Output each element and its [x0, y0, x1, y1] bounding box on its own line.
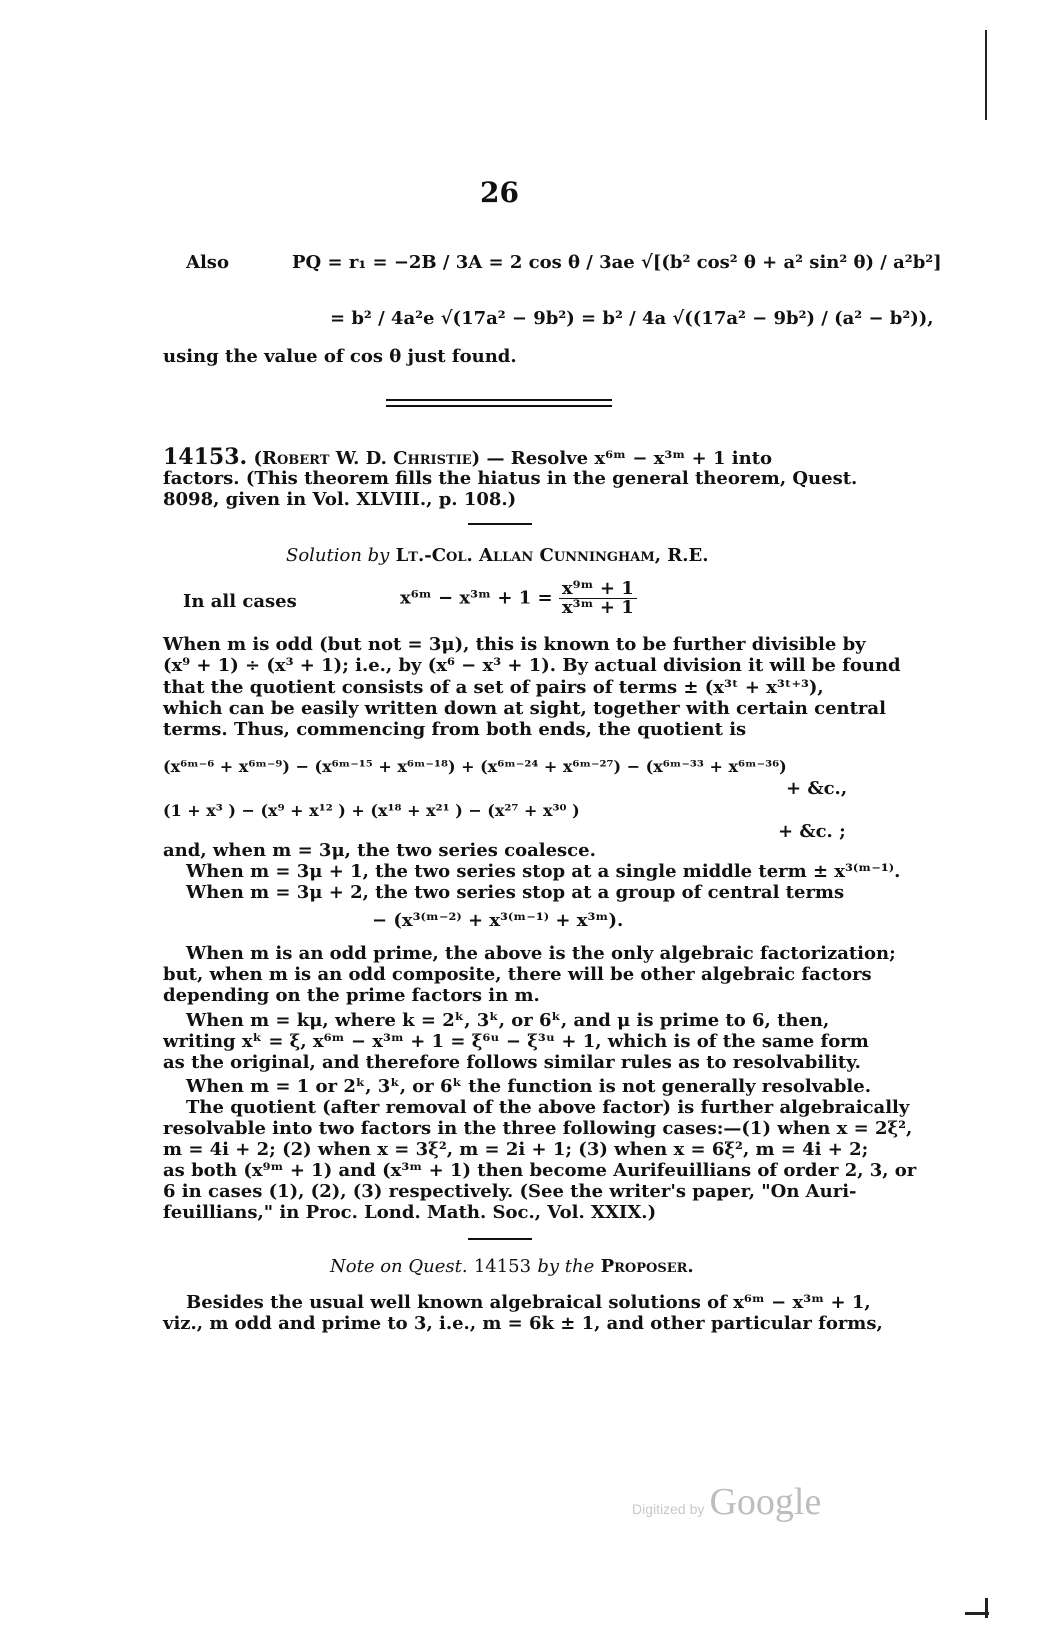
solution-p6-line-2: resolvable into two factors in the three following cases:—(1) when x = 2ξ², — [163, 1118, 913, 1139]
main-equation — [400, 580, 637, 617]
solution-p1-line-1: When m is odd (but not = 3μ), this is known to be further divisible by — [163, 634, 866, 655]
main-equation-denominator: x³ᵐ + 1 — [561, 597, 634, 618]
section-divider-top — [386, 399, 612, 401]
solution-p3-line-2: but, when m is an odd composite, there will be other algebraic factors — [163, 964, 872, 985]
note-heading-mid: by the — [537, 1256, 595, 1277]
section-divider-bottom — [386, 405, 612, 407]
page-number: 26 — [480, 176, 519, 209]
note-heading — [330, 1256, 694, 1278]
note-line-2: viz., m odd and prime to 3, i.e., m = 6k ± 1, and other particular forms, — [163, 1313, 883, 1334]
solution-p4-line-1: When m = kμ, where k = 2ᵏ, 3ᵏ, or 6ᵏ, and μ is prime to 6, then, — [186, 1010, 830, 1031]
question-proposer: (Robert W. D. Christie) — [253, 448, 481, 469]
solution-p5: When m = 1 or 2ᵏ, 3ᵏ, or 6ᵏ the function is not generally resolvable. — [186, 1076, 871, 1097]
solution-p3-line-3: depending on the prime factors in m. — [163, 985, 540, 1006]
main-equation-numerator: x⁹ᵐ + 1 — [559, 580, 637, 599]
solution-heading-name: Lt.-Col. Allan Cunningham, R.E. — [395, 545, 709, 566]
main-equation-fraction — [559, 580, 637, 617]
short-divider-2 — [468, 1238, 532, 1240]
series-upper-end: + &c., — [786, 778, 848, 799]
question-line-3: 8098, given in Vol. XLVIII., p. 108.) — [163, 489, 517, 510]
solution-heading-prefix: Solution by — [286, 545, 390, 566]
solution-p2-line-2: When m = 3μ + 1, the two series stop at a single middle term ± x³⁽ᵐ⁻¹⁾. — [186, 861, 901, 882]
note-heading-prefix: Note on Quest. — [330, 1256, 468, 1277]
solution-p6-line-1: The quotient (after removal of the above factor) is further algebraically — [186, 1097, 910, 1118]
watermark-brand: Google — [709, 1481, 822, 1523]
note-line-1: Besides the usual well known algebraical solutions of x⁶ᵐ − x³ᵐ + 1, — [186, 1292, 871, 1313]
note-heading-name: Proposer. — [600, 1256, 694, 1277]
solution-p1-line-4: which can be easily written down at sight, together with certain central — [163, 698, 886, 719]
solution-p3-line-1: When m is an odd prime, the above is the only algebraic factorization; — [186, 943, 896, 964]
main-equation-lhs: x⁶ᵐ − x³ᵐ + 1 = — [400, 587, 553, 609]
watermark — [632, 1480, 821, 1524]
question-line-2: factors. (This theorem fills the hiatus in the general theorem, Quest. — [163, 468, 858, 489]
solution-p1-line-5: terms. Thus, commencing from both ends, the quotient is — [163, 719, 747, 740]
series-lower: (1 + x³ ) − (x⁹ + x¹² ) + (x¹⁸ + x²¹ ) − (x²⁷ + x³⁰ ) — [163, 801, 580, 820]
question-number: 14153. — [163, 444, 248, 470]
solution-p1-line-2: (x⁹ + 1) ÷ (x³ + 1); i.e., by (x⁶ − x³ + 1). By actual division it will be found — [163, 655, 901, 676]
series-upper: (x⁶ᵐ⁻⁶ + x⁶ᵐ⁻⁹) − (x⁶ᵐ⁻¹⁵ + x⁶ᵐ⁻¹⁸) + (x⁶ᵐ⁻²⁴ + x⁶ᵐ⁻²⁷) − (x⁶ᵐ⁻³³ + x⁶ᵐ⁻³⁶) — [163, 757, 787, 776]
note-heading-number: 14153 — [473, 1256, 532, 1277]
solution-p6-line-3: m = 4i + 2; (2) when x = 3ξ², m = 2i + 1; (3) when x = 6ξ², m = 4i + 2; — [163, 1139, 869, 1160]
pq-equation-continued: = b² / 4a²e √(17a² − 9b²) = b² / 4a √((17a² − 9b²) / (a² − b²)), — [330, 308, 934, 329]
pq-equation: PQ = r₁ = −2B / 3A = 2 cos θ / 3ae √[(b² cos² θ + a² sin² θ) / a²b²] — [292, 252, 942, 273]
watermark-prefix: Digitized by — [632, 1501, 705, 1517]
also-label: Also — [186, 252, 229, 273]
central-terms: − (x³⁽ᵐ⁻²⁾ + x³⁽ᵐ⁻¹⁾ + x³ᵐ). — [372, 910, 624, 931]
question-text-1: — Resolve x⁶ᵐ − x³ᵐ + 1 into — [486, 448, 773, 469]
solution-p2-line-1: and, when m = 3μ, the two series coalesce. — [163, 840, 596, 861]
solution-p6-line-5: 6 in cases (1), (2), (3) respectively. (See the writer's paper, "On Auri- — [163, 1181, 857, 1202]
solution-p6-line-4: as both (x⁹ᵐ + 1) and (x³ᵐ + 1) then become Aurifeuillians of order 2, 3, or — [163, 1160, 917, 1181]
solution-p2-line-3: When m = 3μ + 2, the two series stop at a group of central terms — [186, 882, 845, 903]
solution-heading — [286, 545, 709, 567]
scan-edge-mark-corner — [985, 1598, 988, 1618]
also-note: using the value of cos θ just found. — [163, 346, 517, 367]
short-divider-1 — [468, 523, 532, 525]
solution-p1-line-3: that the quotient consists of a set of pairs of terms ± (x³ᵗ + x³ᵗ⁺³), — [163, 677, 824, 698]
solution-p4-line-2: writing xᵏ = ξ, x⁶ᵐ − x³ᵐ + 1 = ξ⁶ᵘ − ξ³ᵘ + 1, which is of the same form — [163, 1031, 869, 1052]
series-lower-end: + &c. ; — [778, 821, 846, 842]
solution-p6-line-6: feuillians," in Proc. Lond. Math. Soc., Vol. XXIX.) — [163, 1202, 657, 1223]
question-line-1 — [163, 446, 843, 470]
solution-p4-line-3: as the original, and therefore follows similar rules as to resolvability. — [163, 1052, 861, 1073]
scan-edge-mark-top — [985, 30, 987, 120]
in-all-cases-label: In all cases — [183, 591, 297, 612]
